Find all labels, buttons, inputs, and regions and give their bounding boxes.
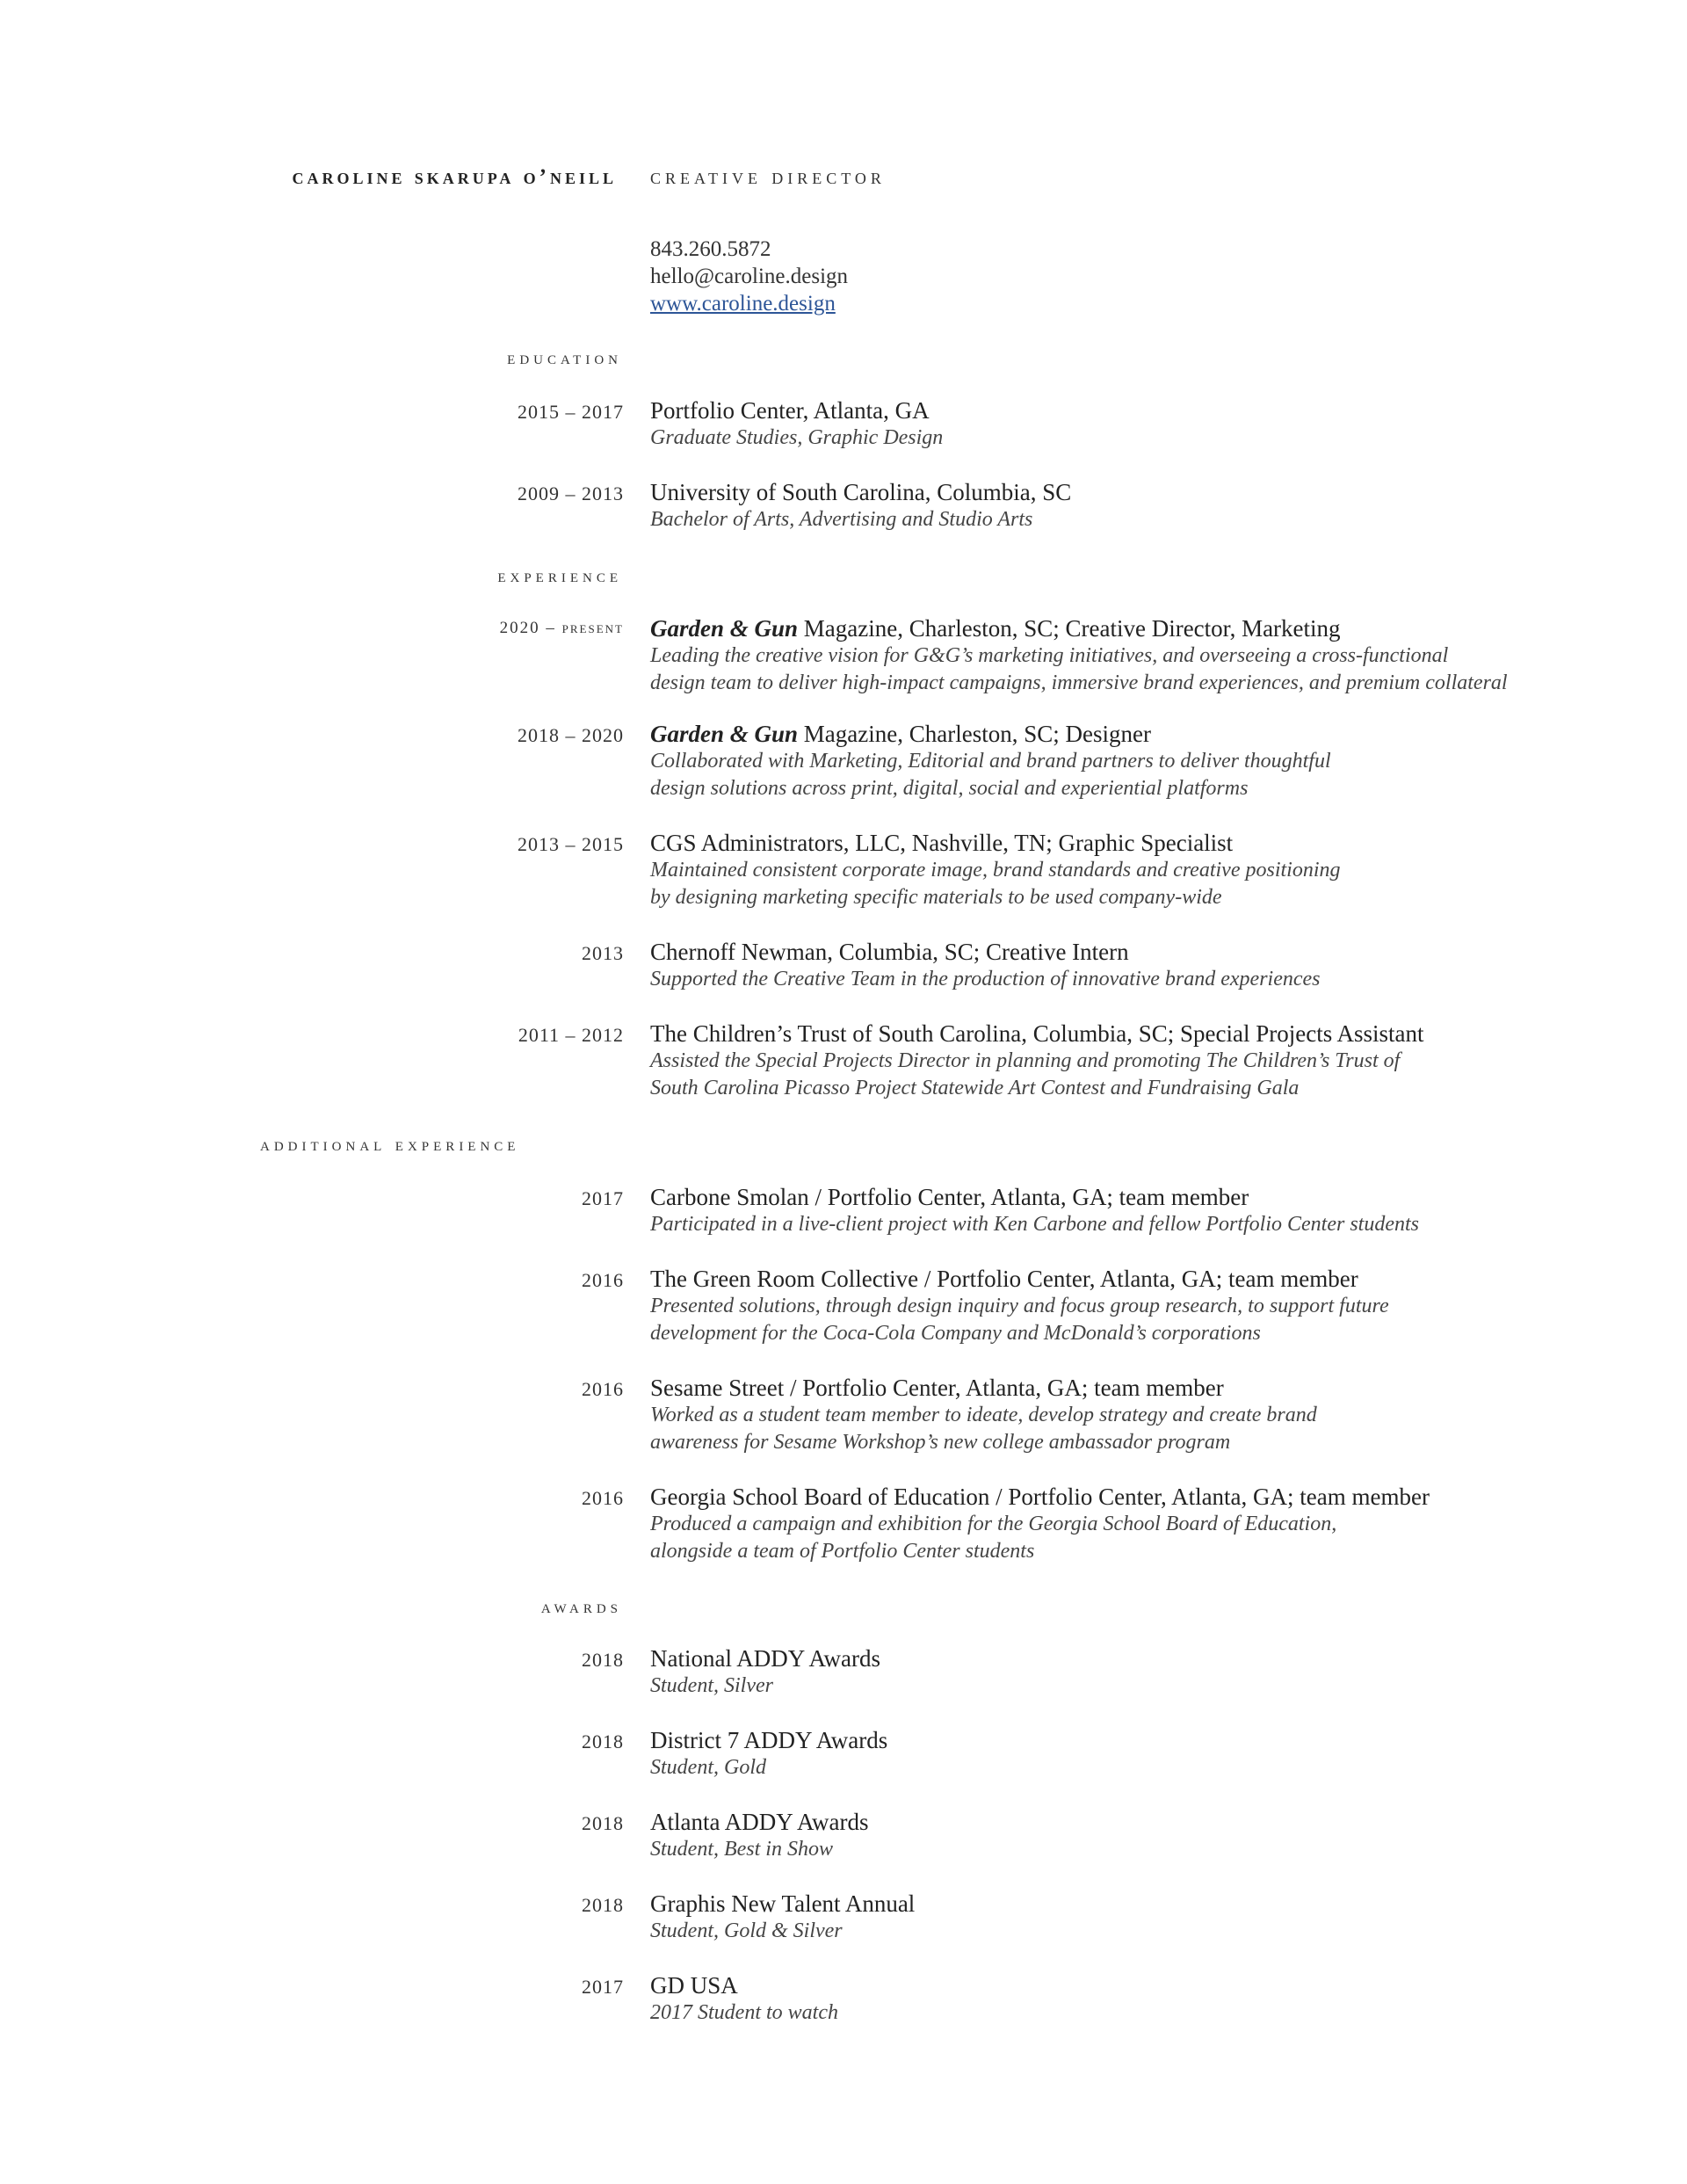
entry-date: 2017 [582, 1976, 624, 1998]
entry-date: 2009 – 2013 [518, 483, 624, 504]
entry-description: Leading the creative vision for G&G’s marketing initiatives, and overseeing a cross-functional [650, 644, 1449, 667]
entry-heading: Georgia School Board of Education / Portfolio Center, Atlanta, GA; team member [650, 1484, 1430, 1510]
entry-description: Participated in a live-client project with Ken Carbone and fellow Portfolio Center students [650, 1213, 1420, 1236]
publication-name: Garden & Gun [650, 615, 799, 642]
entry-heading: Carbone Smolan / Portfolio Center, Atlanta, GA; team member [650, 1184, 1249, 1210]
entry-heading [650, 615, 1652, 642]
entry-date: 2016 [582, 1487, 624, 1509]
entry-description: by designing marketing specific materials to be used company-wide [650, 886, 1222, 909]
entry-date: 2016 [582, 1269, 624, 1291]
section-heading-additional-experience: additional experience [260, 1133, 520, 1155]
entry-description: South Carolina Picasso Project Statewide Art Contest and Fundraising Gala [650, 1077, 1300, 1099]
website-link[interactable]: www.caroline.design [650, 292, 836, 316]
entry-heading: GD USA [650, 1972, 738, 1999]
entry-date: 2020 – present [499, 619, 624, 637]
phone-number: 843.260.5872 [650, 237, 771, 261]
entry-heading: Sesame Street / Portfolio Center, Atlanta, GA; team member [650, 1375, 1224, 1401]
email-address: hello@caroline.design [650, 265, 849, 288]
entry-description: development for the Coca-Cola Company and McDonald’s corporations [650, 1322, 1261, 1345]
entry-date: 2016 [582, 1378, 624, 1400]
entry-heading: The Children’s Trust of South Carolina, Columbia, SC; Special Projects Assistant [650, 1020, 1424, 1047]
entry-heading: University of South Carolina, Columbia, SC [650, 479, 1072, 505]
contact-block [650, 236, 848, 317]
entry-date: 2017 [582, 1187, 624, 1209]
entry-description: Maintained consistent corporate image, brand standards and creative positioning [650, 859, 1341, 882]
entry-heading: Graphis New Talent Annual [650, 1890, 916, 1917]
entry-date: 2015 – 2017 [518, 401, 624, 423]
section-heading-education: education [507, 346, 622, 368]
entry-heading [650, 721, 1652, 748]
entry-heading: Portfolio Center, Atlanta, GA [650, 397, 930, 424]
entry-description: Supported the Creative Team in the production of innovative brand experiences [650, 968, 1321, 990]
entry-description: Assisted the Special Projects Director in planning and promoting The Children’s Trust of [650, 1049, 1401, 1072]
entry-date: 2013 – 2015 [518, 833, 624, 855]
entry-description: 2017 Student to watch [650, 2001, 838, 2024]
entry-heading: The Green Room Collective / Portfolio Center, Atlanta, GA; team member [650, 1266, 1358, 1292]
entry-date: 2018 [582, 1894, 624, 1916]
entry-heading-text: Magazine, Charleston, SC; Designer [798, 721, 1151, 747]
entry-description: Student, Gold [650, 1756, 766, 1779]
entry-description: Student, Gold & Silver [650, 1919, 843, 1942]
entry-date: 2018 [582, 1731, 624, 1752]
job-title: creative director [650, 165, 886, 189]
entry-description: Student, Silver [650, 1674, 773, 1697]
entry-description: Collaborated with Marketing, Editorial and brand partners to deliver thoughtful [650, 750, 1331, 773]
entry-date: 2018 [582, 1649, 624, 1671]
entry-heading: Atlanta ADDY Awards [650, 1809, 869, 1835]
entry-description: Student, Best in Show [650, 1838, 833, 1861]
entry-date: 2011 – 2012 [518, 1024, 624, 1046]
entry-heading: CGS Administrators, LLC, Nashville, TN; Graphic Specialist [650, 830, 1234, 856]
entry-description: awareness for Sesame Workshop’s new college ambassador program [650, 1431, 1231, 1454]
entry-description: design solutions across print, digital, social and experiential platforms [650, 777, 1249, 800]
entry-heading-text: Magazine, Charleston, SC; Creative Director, Marketing [798, 615, 1341, 642]
entry-date: 2018 [582, 1812, 624, 1834]
entry-description: alongside a team of Portfolio Center students [650, 1540, 1035, 1563]
entry-date: 2013 [582, 942, 624, 964]
entry-description: design team to deliver high-impact campaigns, immersive brand experiences, and premium collateral [650, 671, 1508, 694]
section-heading-experience: experience [497, 564, 622, 586]
candidate-name: caroline skarupa o’neill [292, 165, 617, 189]
entry-heading: National ADDY Awards [650, 1645, 880, 1672]
entry-description: Graduate Studies, Graphic Design [650, 426, 944, 449]
entry-description: Bachelor of Arts, Advertising and Studio Arts [650, 508, 1033, 531]
entry-date: 2018 – 2020 [518, 724, 624, 746]
publication-name: Garden & Gun [650, 721, 799, 747]
entry-heading: District 7 ADDY Awards [650, 1727, 888, 1753]
entry-heading: Chernoff Newman, Columbia, SC; Creative Intern [650, 939, 1129, 965]
entry-description: Worked as a student team member to ideate, develop strategy and create brand [650, 1404, 1317, 1426]
entry-description: Presented solutions, through design inquiry and focus group research, to support future [650, 1295, 1389, 1317]
entry-description: Produced a campaign and exhibition for the Georgia School Board of Education, [650, 1513, 1337, 1535]
section-heading-awards: awards [540, 1595, 622, 1617]
